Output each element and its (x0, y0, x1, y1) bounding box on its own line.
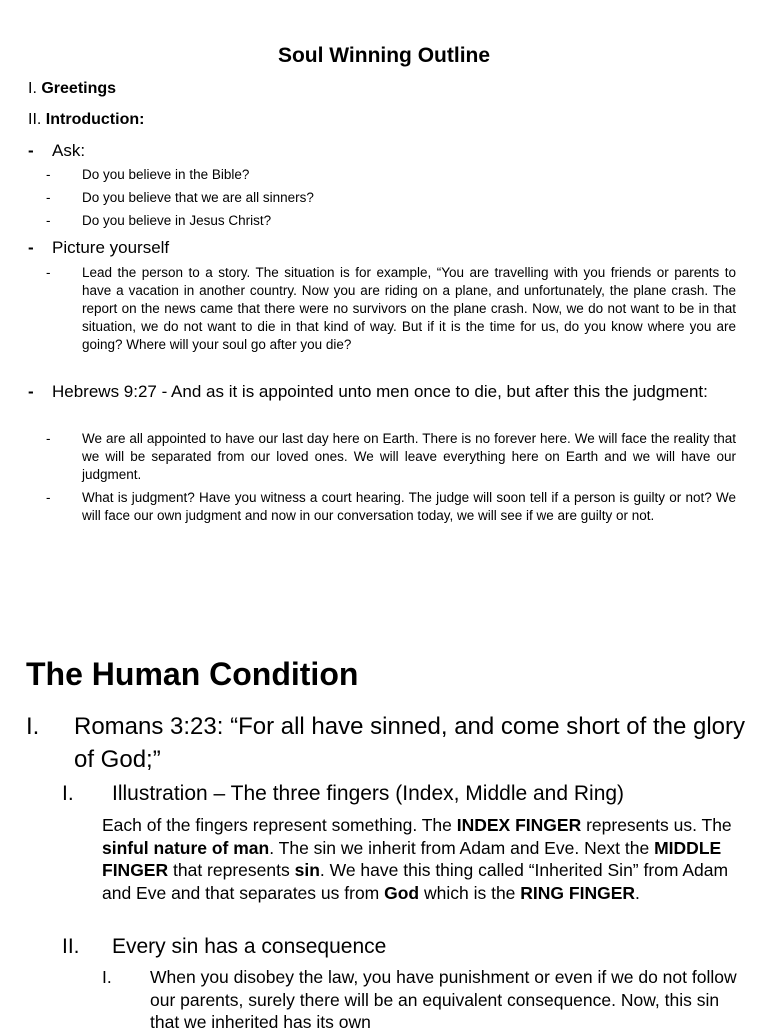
picture-label: Picture yourself (52, 238, 170, 257)
hebrews-label: Hebrews 9:27 - And as it is appointed unto men once to die, but after this the judgment: (52, 382, 708, 401)
ask-label: Ask: (52, 141, 86, 160)
para-bold: sinful nature of man (102, 837, 270, 858)
para-text: represents us. The (581, 815, 732, 835)
dash-bullet: - (46, 431, 51, 446)
para-bold: MIDDLE FINGER (102, 837, 722, 881)
dash-bullet: - (46, 167, 51, 182)
picture-item (46, 264, 736, 354)
dash-bullet: - (46, 265, 51, 280)
section-label: Introduction: (45, 111, 145, 128)
consequence-sub-text: When you disobey the law, you have punishment or even if we do not follow our parents, surely there will be an equivalent consequence. Now, this sin that we inherited has its own (150, 967, 737, 1033)
ask-item-text: Do you believe in the Bible? (82, 167, 250, 182)
ask-item-text: Do you believe that we are all sinners? (82, 190, 314, 205)
section-number: I. (28, 80, 37, 97)
illustration-text: Illustration – The three fingers (Index, Middle and Ring) (112, 782, 625, 805)
page-title: Soul Winning Outline (277, 44, 491, 67)
dash-bullet: - (46, 213, 51, 228)
romans-text: Romans 3:23: “For all have sinned, and come short of the glory of God;” (74, 713, 746, 773)
picture-heading (28, 238, 169, 258)
para-text: that represents (168, 860, 295, 881)
para-text: . (635, 883, 640, 904)
hebrews-heading (28, 381, 736, 403)
para-bold: sin (294, 860, 320, 881)
hebrews-item (46, 489, 736, 525)
dash-bullet: - (28, 382, 34, 401)
section-heading: The Human Condition (26, 656, 359, 692)
section-label: Greetings (41, 80, 117, 97)
ask-heading (28, 141, 85, 161)
item-number: II. (62, 935, 80, 958)
fingers-paragraph (102, 814, 752, 905)
para-text: which is the (419, 883, 521, 904)
item-number: I. (102, 967, 112, 987)
item-number: I. (26, 713, 40, 740)
hebrews-item-text: What is judgment? Have you witness a court hearing. The judge will soon tell if a person is guilty or not? We will face our own judgment and now in our conversation today, we will see if we are guilty or not. (82, 490, 736, 523)
dash-bullet: - (28, 141, 34, 160)
ask-item-text: Do you believe in Jesus Christ? (82, 213, 272, 228)
para-text: . We have this thing called “Inherited Sin” from Adam and Eve and that separates us from (102, 860, 729, 904)
hebrews-item (46, 430, 736, 484)
para-text: Each of the fingers represent something. The (102, 815, 457, 835)
item-number: I. (62, 782, 74, 805)
dash-bullet: - (28, 238, 34, 257)
dash-bullet: - (46, 490, 51, 505)
hebrews-item-text: We are all appointed to have our last day here on Earth. There is no forever here. We will face the reality that we will be separated from our loved ones. We will leave everything here on Earth and we will have our judgment. (82, 431, 736, 482)
para-bold: RING FINGER (520, 883, 636, 904)
para-bold: God (384, 883, 420, 904)
picture-item-text: Lead the person to a story. The situation is for example, “You are travelling with you friends or parents to have a vacation in another country. Now you are riding on a plane, and unfortunately, the plane crash. The report on the news came that there were no survivors on the plane crash. Now, we do not want to be in that situation, we do not want to die in that kind of way. But if it is the time for us, do you know where you are going? Where will your soul go after you die? (82, 265, 736, 352)
section-greetings (28, 80, 116, 98)
para-bold: INDEX FINGER (456, 815, 582, 835)
ask-item (46, 166, 736, 184)
consequence-text: Every sin has a consequence (112, 935, 387, 958)
ask-item (46, 212, 736, 230)
romans-item (26, 710, 746, 776)
dash-bullet: - (46, 190, 51, 205)
section-number: II. (28, 111, 42, 128)
ask-item (46, 189, 736, 207)
section-introduction (28, 111, 144, 129)
para-text: . The sin we inherit from Adam and Eve. Next the (269, 837, 655, 858)
